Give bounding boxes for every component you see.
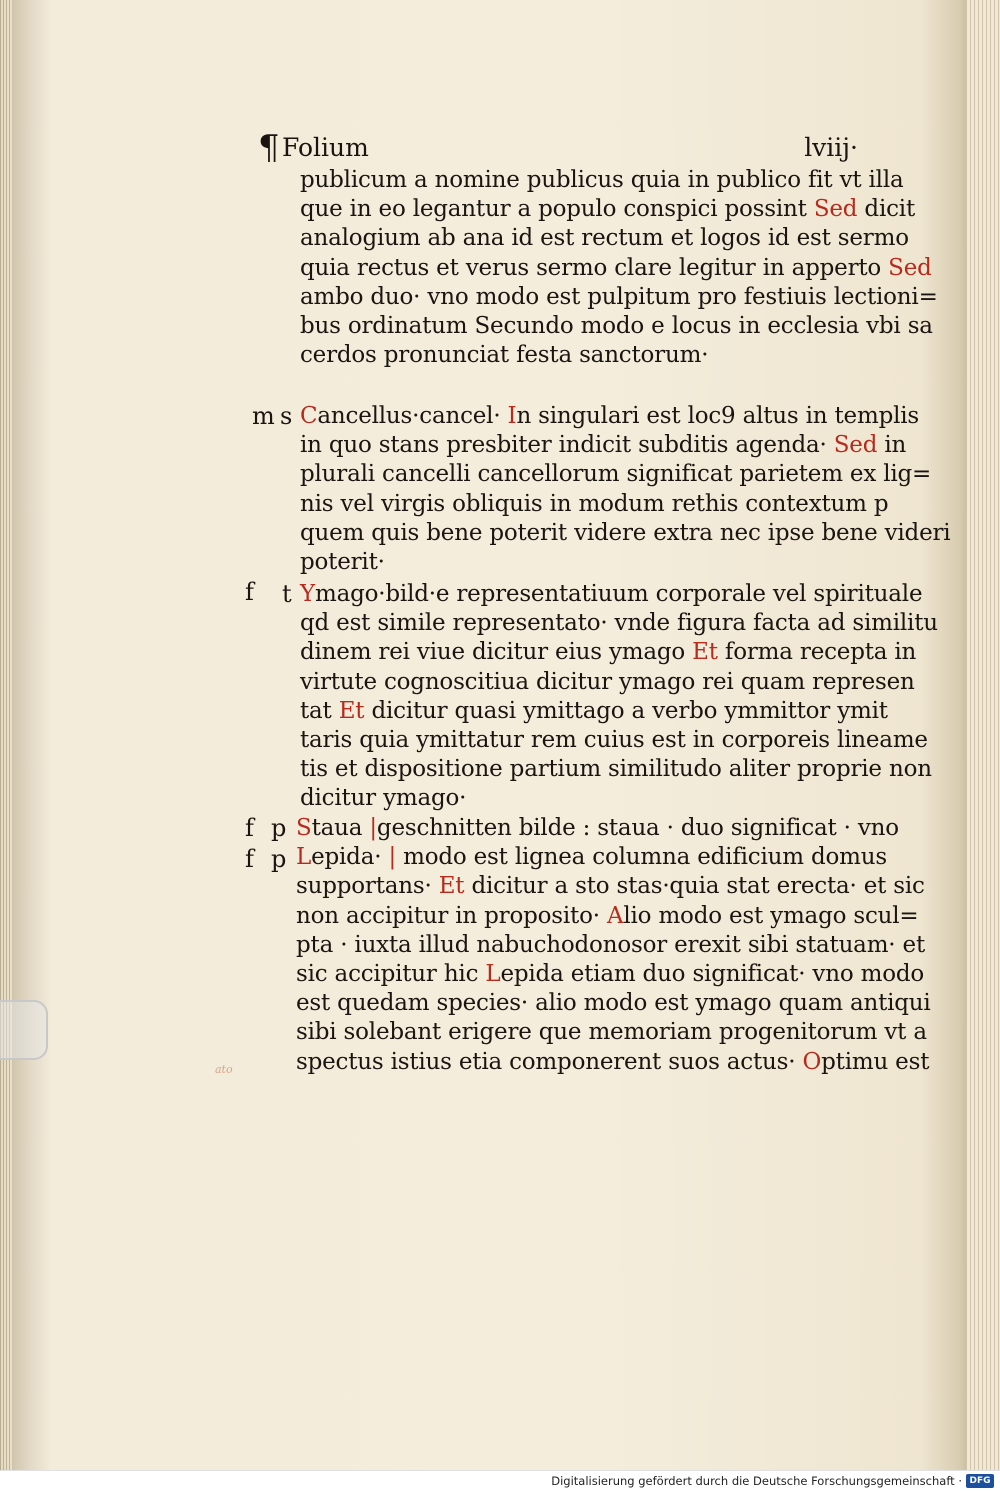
text-line xyxy=(296,872,925,901)
text-segment: que in eo legantur a populo conspici possint xyxy=(300,196,814,223)
margin-letter: s xyxy=(280,402,293,430)
text-line xyxy=(300,195,915,224)
text-segment: dicitur ymago· xyxy=(300,785,467,812)
rubric-initial: Et xyxy=(338,697,365,724)
header-title: Folium xyxy=(282,133,369,162)
text-line xyxy=(300,254,932,283)
text-block-publicum xyxy=(300,166,938,370)
text-line xyxy=(300,431,907,460)
margin-letter: t xyxy=(282,580,292,608)
page-edge-left xyxy=(0,0,12,1470)
page-edge-right xyxy=(966,0,1000,1470)
funding-credit: Digitalisierung gefördert durch die Deutsche Forschungsgemeinschaft · xyxy=(551,1474,962,1488)
text-line xyxy=(300,697,888,726)
text-segment: poterit· xyxy=(300,548,385,575)
text-line xyxy=(300,460,932,489)
text-segment: non accipitur in proposito· xyxy=(296,902,607,929)
text-line xyxy=(300,224,909,253)
text-segment: cerdos pronunciat festa sanctorum· xyxy=(300,342,709,369)
text-line xyxy=(300,166,904,195)
rubric-initial: Et xyxy=(692,639,718,666)
text-segment: dicitur a sto stas·quia stat erecta· et sic xyxy=(464,873,925,900)
margin-letter: f xyxy=(245,578,254,606)
spine-shadow xyxy=(12,0,52,1470)
rubric-initial: A xyxy=(606,902,624,929)
margin-letter: f xyxy=(245,845,254,873)
text-line xyxy=(296,989,931,1018)
text-segment: nis vel virgis obliquis in modum rethis contextum p xyxy=(300,490,889,517)
text-segment: lio modo est ymago scul= xyxy=(623,902,919,929)
text-segment: geschnitten bilde : staua · duo significat · vno xyxy=(376,815,899,841)
folio-number: lviij· xyxy=(804,133,858,162)
margin-letter: p xyxy=(271,814,287,842)
rubric-initial: | xyxy=(369,815,377,841)
text-segment: modo est lignea columna edificium domus xyxy=(396,844,887,871)
text-line xyxy=(300,755,932,784)
text-block-staua-lepida xyxy=(296,814,931,1077)
footer-bar xyxy=(0,1470,1000,1492)
rubric-initial: C xyxy=(300,403,318,429)
rubric-initial: Sed xyxy=(833,432,878,459)
text-segment: sibi solebant erigere que memoriam progenitorum vt a xyxy=(296,1019,927,1046)
text-segment: qd est simile representato· vnde figura facta ad similitu xyxy=(300,610,938,637)
text-line xyxy=(296,960,925,989)
margin-letter: p xyxy=(271,845,287,873)
rubric-initial: | xyxy=(388,844,396,871)
rubric-initial: S xyxy=(296,815,312,841)
text-segment: publicum a nomine publicus quia in publico fit vt illa xyxy=(300,167,904,193)
text-line xyxy=(296,843,887,872)
text-line xyxy=(300,312,933,341)
text-line xyxy=(296,931,925,960)
dfg-logo-icon: DFG xyxy=(966,1474,994,1488)
text-segment: mago·bild·e representatiuum corporale vel spirituale xyxy=(314,581,923,607)
text-segment: taua xyxy=(311,815,370,841)
rubric-initial: Sed xyxy=(888,254,932,281)
text-segment: in quo stans presbiter indicit subditis agenda· xyxy=(300,432,834,459)
rubric-initial: O xyxy=(802,1048,822,1075)
text-segment: ancellus·cancel· xyxy=(317,403,508,429)
text-line xyxy=(296,902,919,931)
text-segment: plurali cancelli cancellorum significat parietem ex lig= xyxy=(300,461,932,488)
margin-letter: f xyxy=(245,814,254,842)
text-segment: tat xyxy=(300,697,339,724)
text-line xyxy=(300,609,938,638)
text-line xyxy=(300,638,917,667)
text-segment: sic accipitur hic xyxy=(296,960,486,987)
text-segment: ambo duo· vno modo est pulpitum pro festiuis lectioni= xyxy=(300,283,938,310)
text-segment: epida etiam duo significat· vno modo xyxy=(500,960,925,987)
text-segment: dicitur quasi ymittago a verbo ymmittor ymit xyxy=(364,697,888,724)
text-line xyxy=(300,580,923,609)
text-segment: virtute cognoscitiua dicitur ymago rei quam represen xyxy=(300,668,915,695)
text-segment: forma recepta in xyxy=(717,639,917,666)
rubric-initial: Sed xyxy=(813,196,858,223)
rubric-initial: Y xyxy=(300,581,315,607)
rubric-initial: L xyxy=(485,960,501,987)
text-segment: spectus istius etia componerent suos actus· xyxy=(296,1048,803,1075)
text-line xyxy=(300,784,860,813)
text-block-ymago xyxy=(300,580,938,814)
text-segment: tis et dispositione partium similitudo aliter proprie non xyxy=(300,756,932,783)
text-line xyxy=(300,668,915,697)
text-segment: bus ordinatum xyxy=(300,312,475,339)
text-line xyxy=(300,402,920,431)
text-segment: n singulari est loc9 altus in templis xyxy=(516,403,920,429)
text-segment: quem quis bene poterit videre extra nec ipse bene videri xyxy=(300,519,951,546)
rubric-initial: Et xyxy=(438,873,465,900)
rubric-initial: I xyxy=(507,403,517,429)
text-line xyxy=(296,814,899,843)
margin-letter: m xyxy=(252,402,275,430)
text-line xyxy=(296,1048,930,1077)
text-segment: Secundo modo e locus in ecclesia vbi sa xyxy=(474,312,933,339)
text-line xyxy=(300,490,889,519)
text-line xyxy=(300,283,938,312)
text-segment: est quedam species· alio modo est ymago quam antiqui xyxy=(296,990,931,1017)
text-segment: dinem rei viue dicitur eius ymago xyxy=(300,639,693,666)
running-header xyxy=(258,128,858,168)
faint-margin-mark: ato xyxy=(215,1063,233,1076)
pilcrow-mark: ¶ xyxy=(258,128,280,168)
text-line xyxy=(300,548,860,577)
text-segment: quia rectus et verus sermo clare legitur in apperto xyxy=(300,254,889,281)
rubric-initial: L xyxy=(296,844,312,871)
text-segment: supportans· xyxy=(296,873,439,900)
text-block-cancellus xyxy=(300,402,951,577)
text-segment: ptimu est xyxy=(821,1048,930,1075)
text-line xyxy=(300,726,928,755)
text-line xyxy=(300,341,860,370)
text-line xyxy=(296,1018,927,1047)
text-segment: analogium ab ana id est rectum et logos id est sermo xyxy=(300,225,909,252)
text-segment: in xyxy=(877,432,907,459)
text-segment: taris quia ymittatur rem cuius est in corporeis lineame xyxy=(300,726,928,753)
text-segment: dicit xyxy=(857,196,915,223)
text-segment: epida· xyxy=(311,844,389,871)
text-segment: pta · iuxta illud nabuchodonosor erexit sibi statuam· et xyxy=(296,931,925,958)
page-clip xyxy=(0,1000,48,1060)
text-line xyxy=(300,519,951,548)
